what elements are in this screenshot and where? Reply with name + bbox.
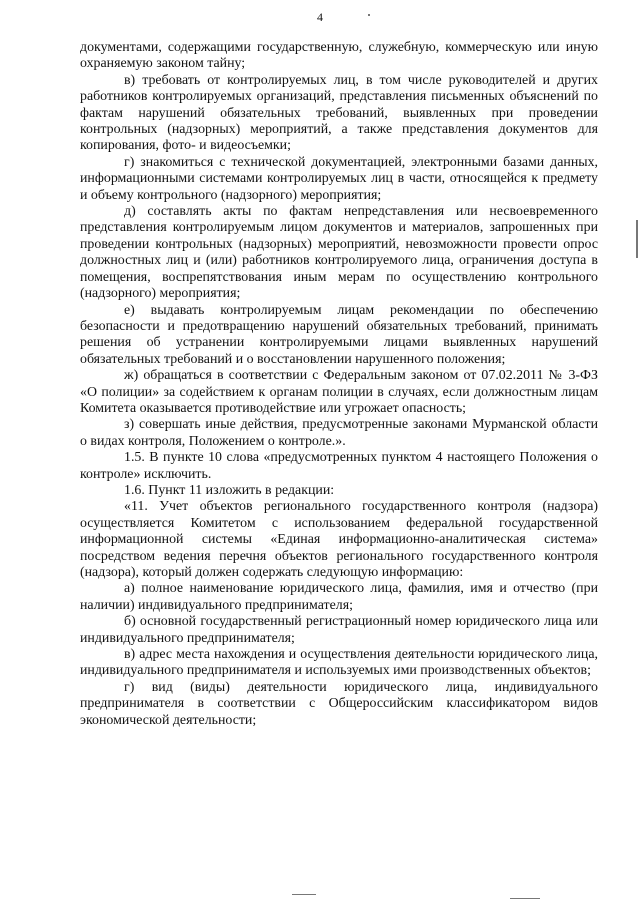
paragraph: в) адрес места нахождения и осуществления деятельности юридического лица, индивидуального предпринимателя и используемых ими производственных объектов;: [80, 647, 598, 679]
paragraph: «11. Учет объектов регионального государственного контроля (надзора) осуществляется Комитетом с использованием федеральной государственной информационной системы «Единая информационно-аналитическая система» посредством ведения перечня объектов регионального государственного контроля (надзора), который должен содержать следующую информацию:: [80, 499, 598, 580]
paragraph: г) знакомиться с технической документацией, электронными базами данных, информационными системами контролируемых лиц в части, относящейся к предмету и объему контрольного (надзорного) мероприятия;: [80, 154, 598, 203]
scan-speck: [292, 894, 316, 895]
paragraph: в) требовать от контролируемых лиц, в том числе руководителей и других работников контролируемых организаций, представления письменных объяснений по фактам нарушений обязательных требований, выявленных при проведении контрольных (надзорных) мероприятий, а также представления документов для копирования, фото- и видеосъемки;: [80, 72, 598, 154]
page-number: 4: [317, 10, 323, 24]
paragraph: б) основной государственный регистрационный номер юридического лица или индивидуального предпринимателя;: [80, 614, 598, 646]
paragraph: ж) обращаться в соответствии с Федеральным законом от 07.02.2011 № 3-ФЗ «О полиции» за содействием к органам полиции в случаях, если должностным лицам Комитета оказывается противодействие или угрожает опасность;: [80, 368, 598, 416]
paragraph: 1.5. В пункте 10 слова «предусмотренных пунктом 4 настоящего Положения о контроле» исключить.: [80, 450, 598, 482]
document-body: [80, 40, 598, 729]
paragraph: з) совершать иные действия, предусмотренные законами Мурманской области о видах контроля, Положением о контроле.».: [80, 417, 598, 449]
scan-speck: [368, 14, 370, 16]
paragraph: документами, содержащими государственную, служебную, коммерческую или иную охраняемую законом тайну;: [80, 40, 598, 72]
paragraph: д) составлять акты по фактам непредставления или несвоевременного представления контролируемым лицом документов и материалов, запрошенных при проведении контрольных (надзорных) мероприятий, невозможности провести опрос должностных лиц и (или) работников контролируемого лица, ограничения доступа в помещения, воспрепятствования иным мерам по осуществлению контрольного (надзорного) мероприятия;: [80, 204, 598, 302]
paragraph: 1.6. Пункт 11 изложить в редакции:: [124, 482, 335, 498]
paragraph: а) полное наименование юридического лица, фамилия, имя и отчество (при наличии) индивидуального предпринимателя;: [80, 581, 598, 613]
paragraph: г) вид (виды) деятельности юридического лица, индивидуального предпринимателя в соответствии с Общероссийским классификатором видов экономической деятельности;: [80, 679, 598, 728]
scan-speck: [510, 898, 540, 899]
paragraph: е) выдавать контролируемым лицам рекомендации по обеспечению безопасности и предотвращению нарушений обязательных требований, принимать решения об устранении контролируемыми лицами выявленных нарушений обязательных требований и о восстановлении нарушенного положения;: [80, 302, 598, 367]
scan-edge-mark: [636, 220, 638, 258]
